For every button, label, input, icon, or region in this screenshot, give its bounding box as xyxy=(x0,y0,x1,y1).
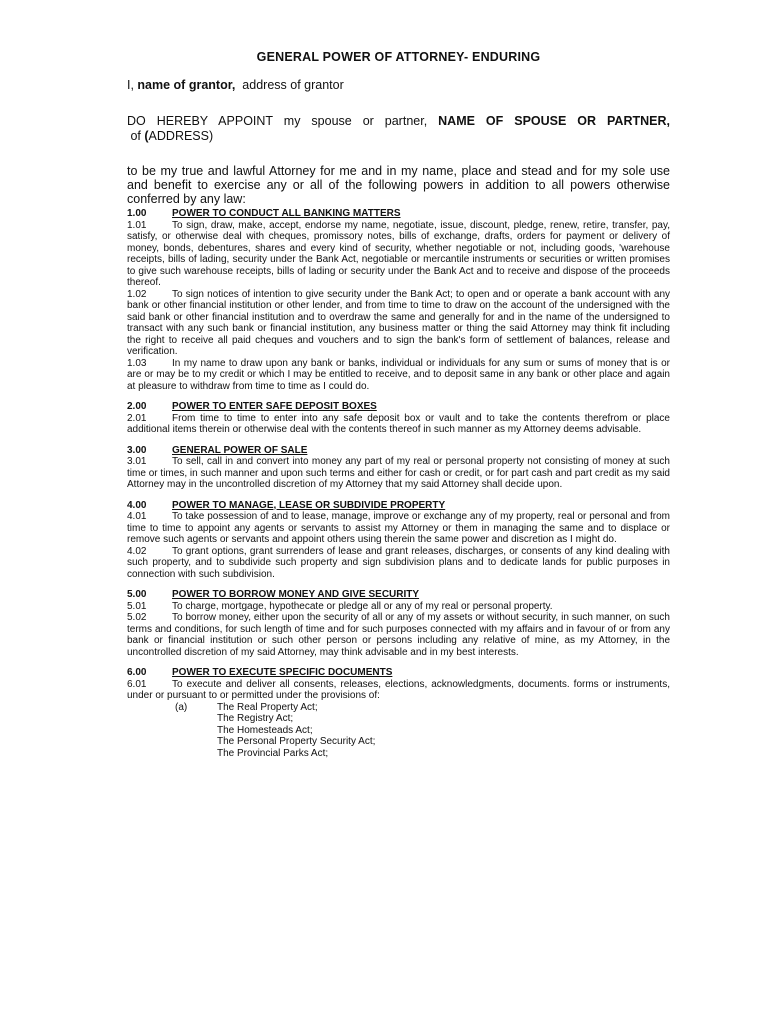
section-heading xyxy=(127,208,670,220)
grantor-prefix: I, xyxy=(127,78,138,92)
list-item xyxy=(127,736,670,748)
clause-number: 6.01 xyxy=(127,678,147,690)
clause xyxy=(127,413,670,436)
list-item xyxy=(127,702,670,714)
clause-number: 5.02 xyxy=(127,612,147,623)
document-page xyxy=(127,50,670,759)
act-name: The Personal Property Security Act; xyxy=(217,736,376,747)
clause-text: To sign notices of intention to give security under the Bank Act; to open and or operate a bank account with any bank or other financial institution or other lender, and from time to time to draw on the account of the undersigned with the said bank or other financial institution and to overdraw the same and generally for and in the name of the undersigned to transact with any such bank or financial institution, any business matter or thing the said Attorney may think fit including the right to receive all paid cheques and vouchers and to sign the bank's form of settlement of balances, release and verification. xyxy=(127,288,670,357)
clause xyxy=(127,289,670,358)
section-title: POWER TO BORROW MONEY AND GIVE SECURITY xyxy=(172,589,420,600)
appointment-paren: ( xyxy=(144,129,149,143)
clause-text: To grant options, grant surrenders of lease and grant releases, discharges, or consents of any kind dealing with such property, and to subdivide such property and sign subdivision plans and to dedicate lands for public purposes in connection with such subdivision. xyxy=(127,545,670,580)
clause xyxy=(127,220,670,289)
intro-paragraph: to be my true and lawful Attorney for me and in my name, place and stead and for my sole use and benefit to exercise any or all of the following powers in addition to all powers otherwise conferred by any law: xyxy=(127,164,670,206)
list-label: (a) xyxy=(175,701,188,713)
clause xyxy=(127,511,670,546)
clause-number: 5.01 xyxy=(127,600,147,612)
grantor-name: name of grantor, xyxy=(137,78,236,92)
clause-number: 1.01 xyxy=(127,219,147,231)
section-heading xyxy=(127,445,670,457)
clause-text: To take possession of and to lease, manage, improve or exchange any of my property, real or personal and from time to time to appoint any agents or servants to assist my Attorney or them in managing the same and to displace or remove such agents or servants and appoint others using therein the same power and discretion as I might do. xyxy=(127,511,670,545)
clause xyxy=(127,358,670,393)
act-name: The Homesteads Act; xyxy=(217,724,313,736)
section-number: 6.00 xyxy=(127,667,147,678)
appointment-paragraph xyxy=(127,114,670,144)
clause-text: To charge, mortgage, hypothecate or pledge all or any of my real or personal property. xyxy=(172,600,553,612)
act-name: The Registry Act; xyxy=(217,713,294,724)
section-title: POWER TO MANAGE, LEASE OR SUBDIVIDE PROPERTY xyxy=(172,499,446,511)
section xyxy=(127,401,670,436)
clause-number: 4.02 xyxy=(127,545,147,557)
clause-text: In my name to draw upon any bank or banks, individual or individuals for any sum or sums of money that is or are or may be to my credit or which I may be entitled to receive, and to deposit same in any bank or other place and again at pleasure to withdraw from time to time as I could do. xyxy=(127,357,670,392)
spouse-name: NAME OF SPOUSE OR PARTNER, xyxy=(438,114,670,128)
section xyxy=(127,500,670,581)
section xyxy=(127,667,670,702)
spouse-address: ADDRESS) xyxy=(148,129,214,143)
list-label xyxy=(127,748,217,760)
list-item xyxy=(127,713,670,725)
clause xyxy=(127,456,670,491)
appointment-of: of xyxy=(127,129,145,143)
section-number: 3.00 xyxy=(127,444,147,456)
act-name: The Real Property Act; xyxy=(217,701,318,713)
section-heading xyxy=(127,667,670,679)
clause-text: To borrow money, either upon the security of all or any of my assets or without security, in such manner, on such terms and conditions, for such length of time and for such purposes connected with my affairs and in favour of or from any bank or financial institution or such other person or persons including any relative of mine, as my Attorney, in the uncontrolled discretion of my said Attorney, may think advisable and in my best interests. xyxy=(127,612,670,658)
list-label xyxy=(127,725,217,737)
section-number: 2.00 xyxy=(127,401,147,412)
list-label xyxy=(127,736,217,748)
sections-container xyxy=(127,208,670,702)
clause xyxy=(127,601,670,613)
list-item xyxy=(127,748,670,760)
section-title: POWER TO ENTER SAFE DEPOSIT BOXES xyxy=(172,401,377,412)
section-heading xyxy=(127,401,670,413)
grantor-address: address of grantor xyxy=(235,78,344,92)
section-heading xyxy=(127,500,670,512)
clause-text: From time to time to enter into any safe deposit box or vault and to take the contents therefrom or place additional items therein or otherwise deal with the contents thereof in such manner as my Attorney deems advisable. xyxy=(127,412,670,435)
clause-number: 1.03 xyxy=(127,357,147,369)
clause xyxy=(127,612,670,658)
clause xyxy=(127,546,670,581)
section-title: POWER TO CONDUCT ALL BANKING MATTERS xyxy=(172,208,401,219)
section-title: POWER TO EXECUTE SPECIFIC DOCUMENTS xyxy=(172,667,393,678)
acts-list xyxy=(127,702,670,760)
section-title: GENERAL POWER OF SALE xyxy=(172,444,308,456)
clause xyxy=(127,679,670,702)
section xyxy=(127,208,670,392)
clause-text: To execute and deliver all consents, releases, elections, acknowledgments, documents. forms or instruments, under or pursuant to or permitted under the provisions of: xyxy=(127,678,670,701)
document-title: GENERAL POWER OF ATTORNEY- ENDURING xyxy=(256,50,541,64)
clause-text: To sign, draw, make, accept, endorse my name, negotiate, issue, discount, pledge, renew, retire, transfer, pay, satisfy, or otherwise deal with cheques, promissory notes, bills of exchange, drafts, orders for payment or delivery of money, bonds, debentures, shares and every kind of security, whether negotiable or not, including goods, 'warehouse receipts, bills of lading, security under the Bank Act, negotiable or mercantile instruments or securities or written promises to give such warehouse receipts, bills of lading or security under the Bank Act and to receive and dispose of the proceeds thereof. xyxy=(127,219,670,288)
clause-number: 2.01 xyxy=(127,412,147,424)
act-name: The Provincial Parks Act; xyxy=(217,747,329,759)
list-label xyxy=(127,713,217,725)
clause-number: 3.01 xyxy=(127,456,147,467)
section-heading xyxy=(127,589,670,601)
section-number: 1.00 xyxy=(127,208,147,219)
clause-text: To sell, call in and convert into money any part of my real or personal property not consisting of money at such time or times, in such manner and upon such terms and either for cash or credit, or for part cash and part credit as my said Attorney may in the uncontrolled discretion of my Attorney that my said Attorney shall decide upon. xyxy=(127,456,670,490)
section xyxy=(127,589,670,658)
section-number: 4.00 xyxy=(127,499,147,511)
clause-number: 4.01 xyxy=(127,511,147,522)
clause-number: 1.02 xyxy=(127,288,147,300)
section xyxy=(127,445,670,491)
grantor-line xyxy=(127,78,670,92)
list-item xyxy=(127,725,670,737)
section-number: 5.00 xyxy=(127,589,147,600)
appointment-text: DO HEREBY APPOINT my spouse or partner, xyxy=(127,114,439,128)
